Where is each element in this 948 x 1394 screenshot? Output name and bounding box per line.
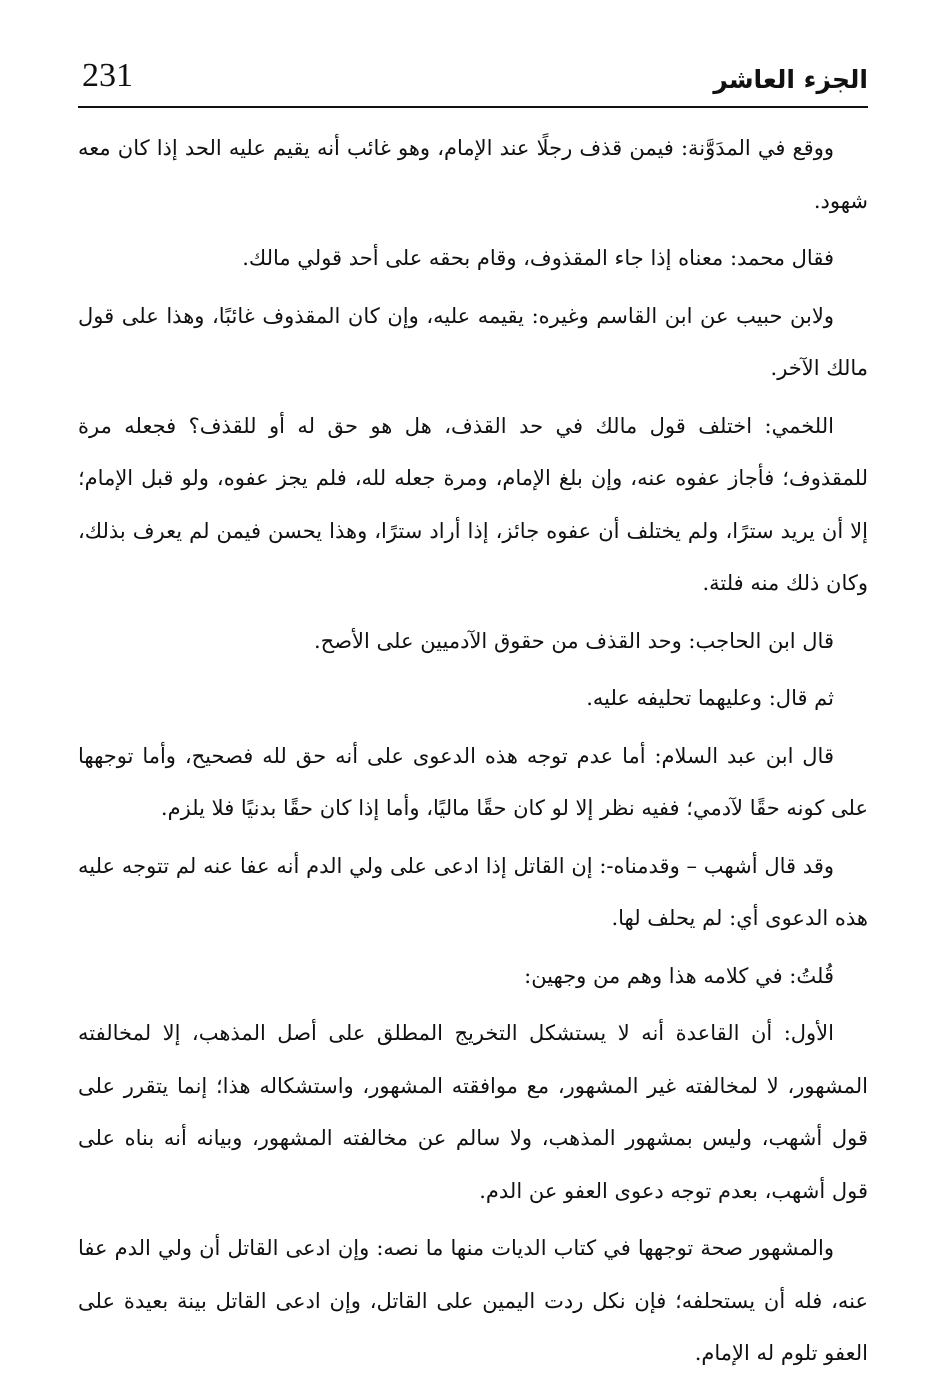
page-body <box>78 122 868 1385</box>
paragraph: قال ابن عبد السلام: أما عدم توجه هذه الدعوى على أنه حق لله فصحيح، وأما توجهها على كونه حقًا لآدمي؛ ففيه نظر إلا لو كان حقًا ماليًا، وأما إذا كان حقًا بدنيًا فلا يلزم. <box>78 743 868 820</box>
paragraph: ثم قال: وعليهما تحليفه عليه. <box>586 686 834 710</box>
paragraph: فقال محمد: معناه إذا جاء المقذوف، وقام بحقه على أحد قولي مالك. <box>242 246 834 270</box>
paragraph: الأول: أن القاعدة أنه لا يستشكل التخريج المطلق على أصل المذهب، إلا لمخالفته المشهور، لا لمخالفته غير المشهور، مع موافقته المشهور، واستشكاله هذا؛ إنما يتقرر على قول أشهب، وليس بمشهور المذهب، ولا سالم عن مخالفته المشهور، وبيانه أنه بناه على قول أشهب، بعدم توجه دعوى العفو عن الدم. <box>78 1021 868 1203</box>
paragraph: اللخمي: اختلف قول مالك في حد القذف، هل هو حق له أو للقذف؟ فجعله مرة للمقذوف؛ فأجاز عفوه عنه، وإن بلغ الإمام، ومرة جعله لله، فلم يجز عفوه، ولو قبل الإمام؛ إلا أن يريد سترًا، ولم يختلف أن عفوه جائز، إذا أراد سترًا، وهذا يحسن فيمن لم يعرف بذلك، وكان ذلك منه فلتة. <box>78 413 868 595</box>
paragraph: والمشهور صحة توجهها في كتاب الديات منها ما نصه: وإن ادعى القاتل أن ولي الدم عفا عنه، فله أن يستحلفه؛ فإن نكل ردت اليمين على القاتل، وإن ادعى القاتل بينة بعيدة على العفو تلوم له الإمام. <box>78 1236 868 1365</box>
paragraph: وقد قال أشهب – وقدمناه-: إن القاتل إذا ادعى على ولي الدم أنه عفا عنه لم تتوجه عليه هذه الدعوى أي: لم يحلف لها. <box>78 853 868 930</box>
paragraph: قُلتُ: في كلامه هذا وهم من وجهين: <box>524 963 834 988</box>
page-number: 231 <box>82 57 133 94</box>
page-header <box>78 52 868 108</box>
paragraph: قال ابن الحاجب: وحد القذف من حقوق الآدميين على الأصح. <box>313 628 834 653</box>
paragraph: ولابن حبيب عن ابن القاسم وغيره: يقيمه عليه، وإن كان المقذوف غائبًا، وهذا على قول مالك الآخر. <box>78 303 868 380</box>
paragraph: ووقع في المدَوَّنة: فيمن قذف رجلًا عند الإمام، وهو غائب أنه يقيم عليه الحد إذا كان معه شهود. <box>78 136 868 213</box>
running-title: الجزء العاشر <box>713 65 868 94</box>
